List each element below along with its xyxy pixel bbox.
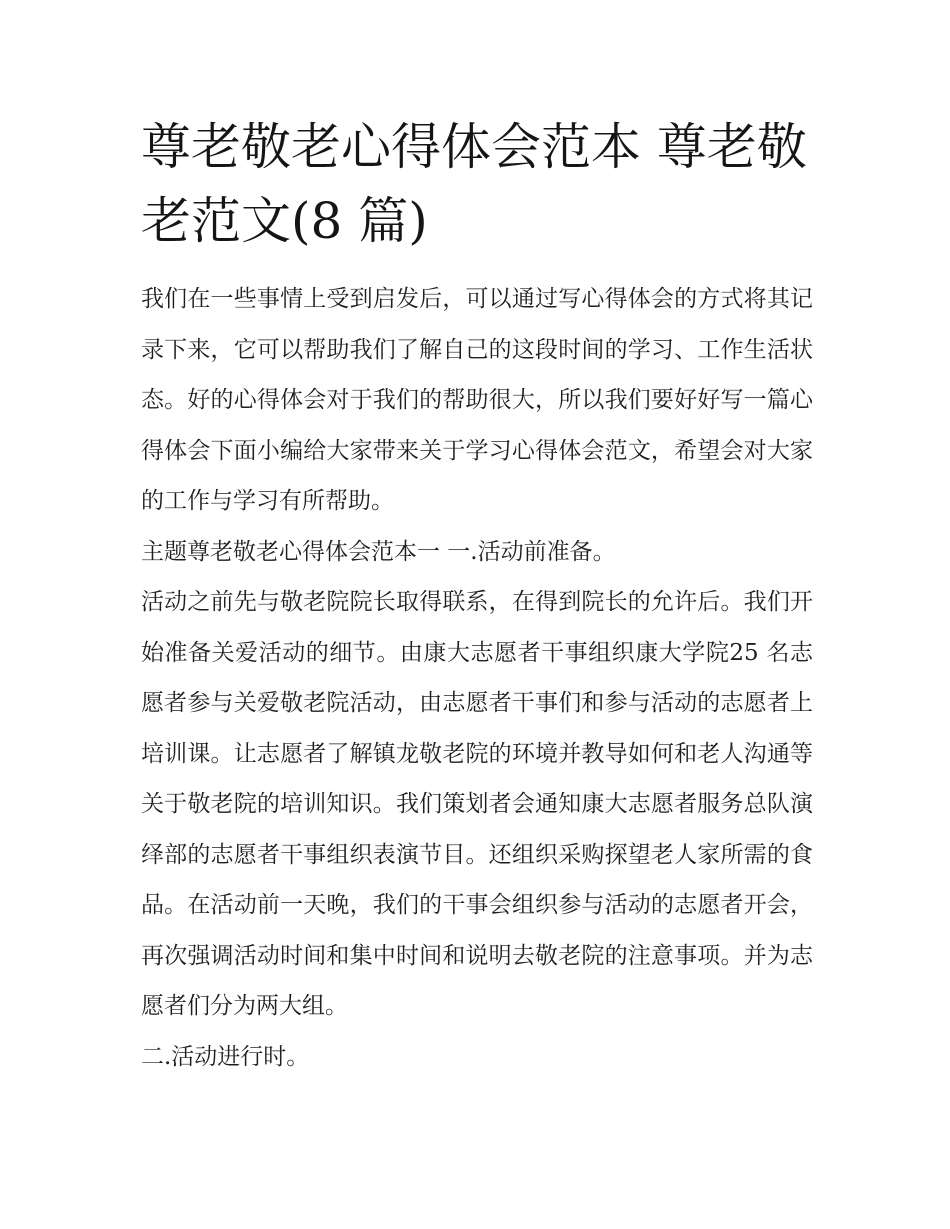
document-content <box>141 110 813 1082</box>
intro-paragraph: 我们在一些事情上受到启发后，可以通过写心得体会的方式将其记录下来，它可以帮助我们了解自己的这段时间的学习、工作生活状态。好的心得体会对于我们的帮助很大，所以我们要好好写一篇心得体会下面小编给大家带来关于学习心得体会范文，希望会对大家的工作与学习有所帮助。 <box>141 286 813 514</box>
section-heading-two: 二.活动进行时。 <box>141 1043 310 1070</box>
document-body <box>141 274 813 1082</box>
activity-preparation-paragraph: 活动之前先与敬老院院长取得联系，在得到院长的允许后。我们开始准备关爱活动的细节。由康大志愿者干事组织康大学院25 名志愿者参与关爱敬老院活动，由志愿者干事们和参与活动的志愿者上培训课。让志愿者了解镇龙敬老院的环境并教导如何和老人沟通等关于敬老院的培训知识。我们策划者会通知康大志愿者服务总队演绎部的志愿者干事组织表演节目。还组织采购探望老人家所需的食品。在活动前一天晚，我们的干事会组织参与活动的志愿者开会，再次强调活动时间和集中时间和说明去敬老院的注意事项。并为志愿者们分为两大组。 <box>141 589 813 1019</box>
document-title: 尊老敬老心得体会范本 尊老敬老范文(8 篇) <box>141 118 807 250</box>
section-heading-one: 主题尊老敬老心得体会范本一 一.活动前准备。 <box>141 538 616 565</box>
